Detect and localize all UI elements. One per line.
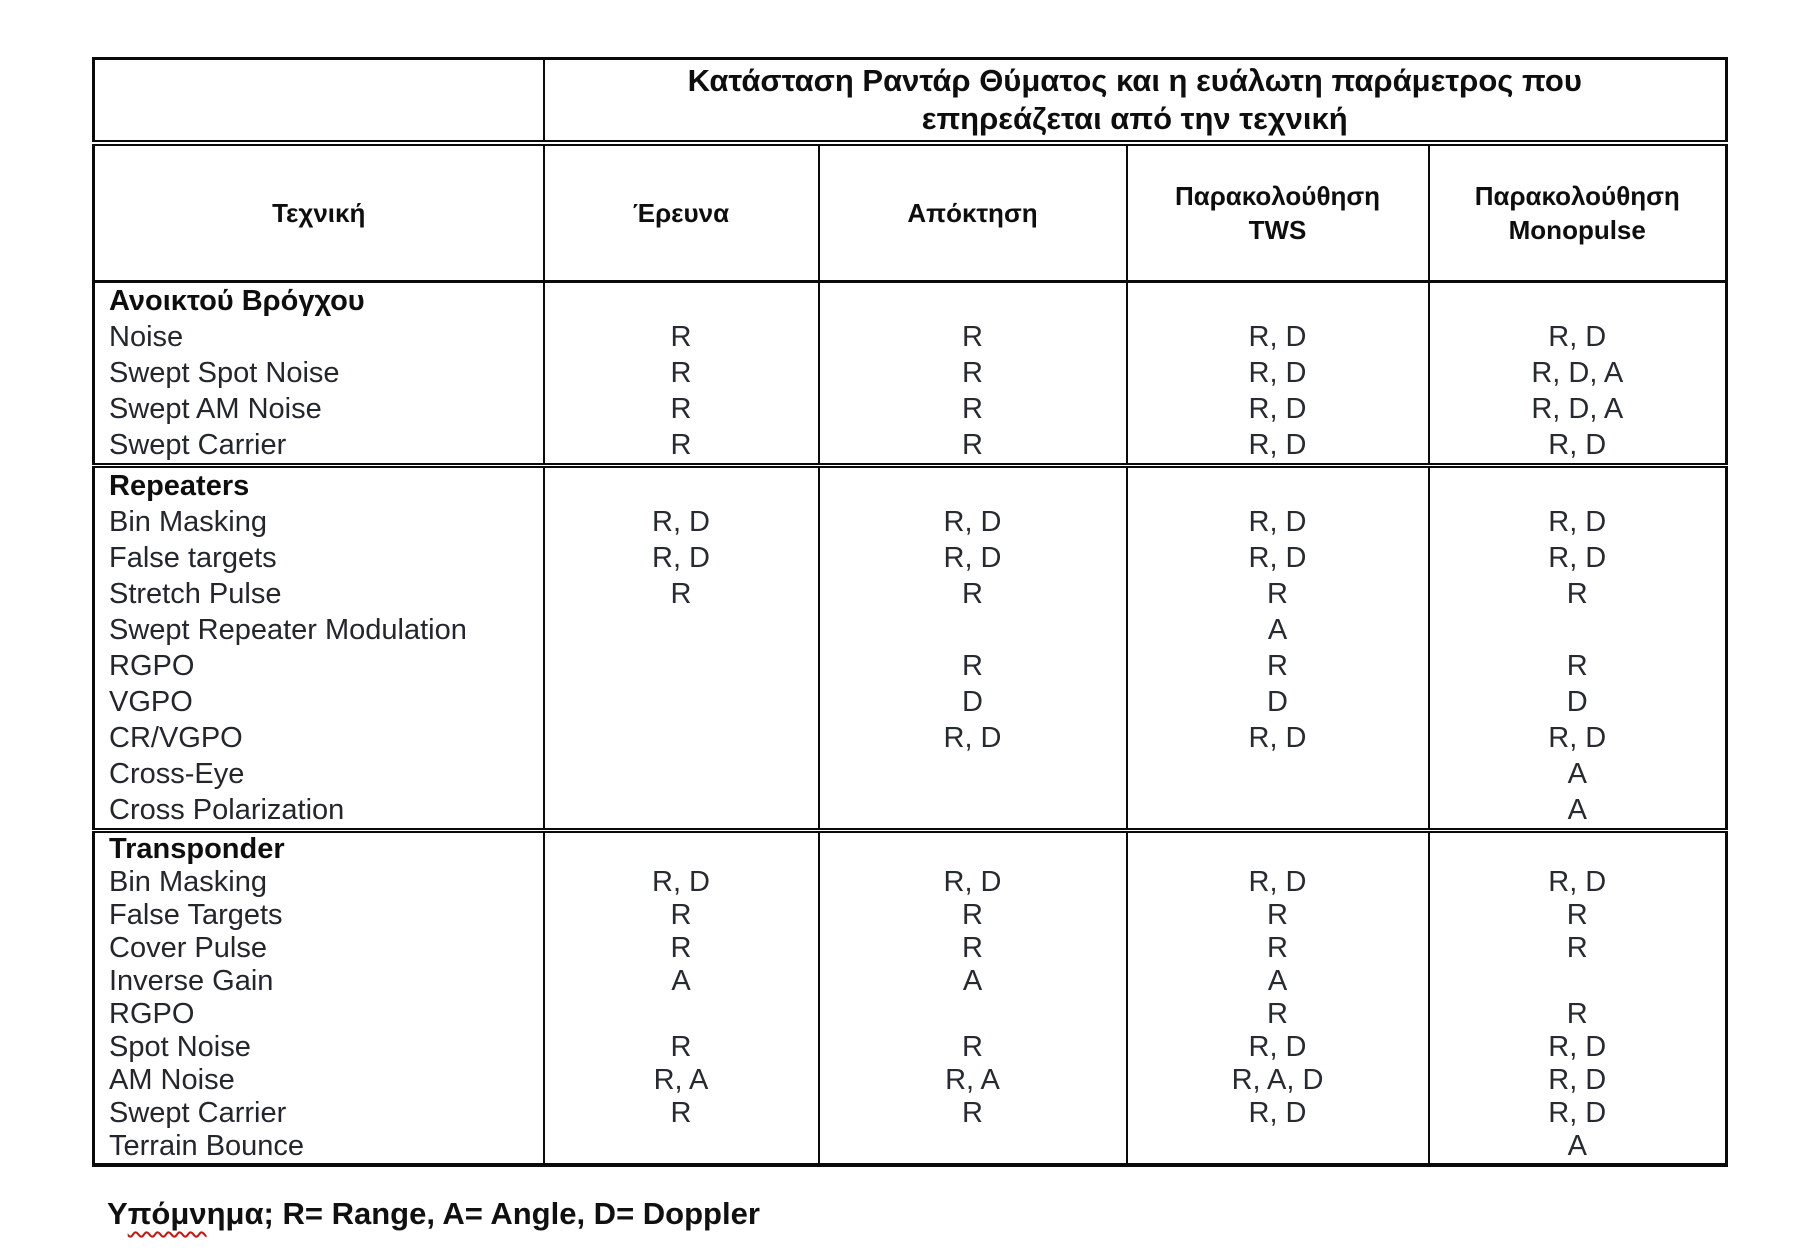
table-title-line2: επηρεάζεται από την τεχνική xyxy=(921,101,1348,136)
value-text: A xyxy=(1567,758,1587,790)
column-header-line: Τεχνική xyxy=(272,198,366,228)
value-text: R, D xyxy=(943,722,1002,754)
section-title-spacer xyxy=(545,833,818,866)
technique-column-cell xyxy=(94,466,544,831)
value-text: R, D xyxy=(1248,506,1307,538)
section-title-spacer xyxy=(1430,283,1726,319)
section-title-spacer xyxy=(545,283,818,319)
value-text: R, D xyxy=(1548,866,1607,898)
value-text xyxy=(545,720,818,756)
value-text: A xyxy=(1567,1130,1587,1162)
column-header-4 xyxy=(1429,143,1727,282)
value-text: R xyxy=(1267,998,1288,1030)
value-text: R, D xyxy=(1248,542,1307,574)
value-text: R, D xyxy=(1548,1031,1607,1063)
value-text: R xyxy=(670,899,692,931)
technique-label: Stretch Pulse xyxy=(109,578,282,610)
value-text xyxy=(820,612,1126,648)
value-column-cell-1 xyxy=(819,831,1127,1166)
value-column-cell-0 xyxy=(544,282,819,466)
value-text: R xyxy=(670,357,692,389)
value-text: R xyxy=(670,393,692,425)
value-text: R xyxy=(670,429,692,461)
value-column-cell-3 xyxy=(1429,831,1727,1166)
value-text: R, D xyxy=(1248,393,1307,425)
technique-label: Swept Repeater Modulation xyxy=(109,614,467,646)
value-text: R xyxy=(1267,932,1288,964)
value-text: A xyxy=(962,965,983,997)
value-column-cell-0 xyxy=(544,466,819,831)
value-text: R xyxy=(670,578,692,610)
table-title-row xyxy=(94,59,1727,144)
value-text: R, A, D xyxy=(1231,1064,1324,1096)
value-text xyxy=(820,998,1126,1031)
value-text: R, D xyxy=(1548,1097,1607,1129)
value-text xyxy=(820,1130,1126,1163)
value-text: D xyxy=(962,686,983,718)
value-text: R xyxy=(1267,899,1288,931)
value-text: R, D xyxy=(943,866,1002,898)
value-text xyxy=(1430,965,1726,998)
legend-word-start: Υ xyxy=(107,1196,128,1231)
technique-label: Swept Spot Noise xyxy=(109,357,340,389)
table-title-cell xyxy=(544,59,1727,144)
section-title-spacer xyxy=(820,283,1126,319)
technique-label: AM Noise xyxy=(109,1064,235,1096)
column-header-row xyxy=(94,143,1727,282)
legend-text: ημα; R= Range, A= Angle, D= Doppler xyxy=(206,1196,760,1231)
value-text xyxy=(545,792,818,828)
section-title-spacer xyxy=(820,468,1126,504)
value-text: R, A xyxy=(653,1064,709,1096)
value-text: R xyxy=(962,578,983,610)
value-text: R xyxy=(962,393,983,425)
table-title-line1: Κατάσταση Ραντάρ Θύματος και η ευάλωτη παράμετρος που xyxy=(687,63,1582,98)
value-text: D xyxy=(1566,686,1588,718)
value-column-cell-2 xyxy=(1127,831,1429,1166)
value-text xyxy=(545,1130,818,1163)
section-row-0 xyxy=(94,282,1727,466)
column-header-line: Έρευνα xyxy=(632,198,730,228)
value-column-cell-0 xyxy=(544,831,819,1166)
section-title: Transponder xyxy=(109,833,285,865)
value-text: R, D, A xyxy=(1531,357,1624,389)
value-text xyxy=(545,684,818,720)
section-title: Repeaters xyxy=(109,470,250,502)
value-text: R, D xyxy=(1548,506,1607,538)
value-text: R xyxy=(962,1097,983,1129)
value-column-cell-3 xyxy=(1429,466,1727,831)
technique-label: Swept Carrier xyxy=(109,429,287,461)
section-title-spacer xyxy=(1430,468,1726,504)
section-title-spacer xyxy=(1128,283,1428,319)
value-text xyxy=(545,612,818,648)
value-text: R xyxy=(1566,899,1588,931)
value-text: R xyxy=(1566,998,1588,1030)
value-text: R xyxy=(962,650,983,682)
value-text: A xyxy=(1267,614,1288,646)
column-header-line: Απόκτηση xyxy=(907,198,1038,228)
column-header-0 xyxy=(94,143,544,282)
value-text xyxy=(820,756,1126,792)
technique-label: VGPO xyxy=(109,686,193,718)
ecm-techniques-table xyxy=(92,57,1728,1167)
section-title-spacer xyxy=(545,468,818,504)
value-text: R, D xyxy=(1548,722,1607,754)
value-text xyxy=(820,792,1126,828)
value-text: R, D xyxy=(1548,1064,1607,1096)
technique-label: Cross Polarization xyxy=(109,794,345,826)
technique-label: Cover Pulse xyxy=(109,932,267,964)
technique-label: False Targets xyxy=(109,899,283,931)
value-text: R, D xyxy=(1248,357,1307,389)
value-text: R xyxy=(962,321,983,353)
section-title-spacer xyxy=(1128,468,1428,504)
value-text: R, D xyxy=(1248,1031,1307,1063)
value-text: A xyxy=(1567,794,1587,826)
column-header-2 xyxy=(819,143,1127,282)
technique-label: Inverse Gain xyxy=(109,965,274,997)
value-text xyxy=(545,998,818,1031)
section-title: Ανοικτού Βρόγχου xyxy=(109,285,365,317)
value-text: R, D, A xyxy=(1531,393,1624,425)
value-text: R, D xyxy=(1248,321,1307,353)
value-text: R, D xyxy=(1248,1097,1307,1129)
value-column-cell-3 xyxy=(1429,282,1727,466)
value-column-cell-1 xyxy=(819,466,1127,831)
technique-label: Noise xyxy=(109,321,184,353)
technique-label: Spot Noise xyxy=(109,1031,251,1063)
value-text: A xyxy=(671,965,691,997)
value-text: R, D xyxy=(1548,542,1607,574)
legend-spellcheck-squiggle: πόμν xyxy=(127,1196,207,1231)
legend xyxy=(107,1196,760,1232)
section-title-spacer xyxy=(820,833,1126,866)
technique-label: RGPO xyxy=(109,998,195,1030)
value-text: R xyxy=(962,429,983,461)
value-text: R, D xyxy=(652,506,710,538)
column-header-line: Παρακολούθηση xyxy=(1174,181,1381,211)
value-text: R, A xyxy=(945,1064,1000,1096)
value-text xyxy=(1128,792,1428,828)
value-text: R xyxy=(962,932,983,964)
value-text: A xyxy=(1267,965,1288,997)
value-text xyxy=(545,756,818,792)
technique-label: Swept AM Noise xyxy=(109,393,322,425)
section-row-1 xyxy=(94,466,1727,831)
technique-label: False targets xyxy=(109,542,277,574)
technique-label: CR/VGPO xyxy=(109,722,243,754)
value-text: R xyxy=(1566,932,1588,964)
section-title-spacer xyxy=(1430,833,1726,866)
column-header-3 xyxy=(1127,143,1429,282)
technique-label: Bin Masking xyxy=(109,866,267,898)
value-text xyxy=(545,648,818,684)
value-text xyxy=(1430,612,1726,648)
technique-label: Bin Masking xyxy=(109,506,267,538)
column-header-line: TWS xyxy=(1248,215,1307,245)
value-text: R, D xyxy=(652,542,710,574)
technique-label: Cross-Eye xyxy=(109,758,245,790)
value-text xyxy=(1128,1130,1428,1163)
value-text: R xyxy=(962,1031,983,1063)
value-text: R xyxy=(962,357,983,389)
column-header-line: Παρακολούθηση xyxy=(1474,181,1680,211)
value-text: R, D xyxy=(1248,866,1307,898)
value-text: R, D xyxy=(652,866,710,898)
value-text: R, D xyxy=(1248,722,1307,754)
section-row-2 xyxy=(94,831,1727,1166)
corner-empty-cell xyxy=(94,59,544,144)
value-text: R xyxy=(670,1097,692,1129)
value-text: R xyxy=(670,321,692,353)
value-text: R xyxy=(670,932,692,964)
value-column-cell-2 xyxy=(1127,466,1429,831)
technique-column-cell xyxy=(94,282,544,466)
technique-label: Swept Carrier xyxy=(109,1097,287,1129)
value-text: R, D xyxy=(1548,429,1607,461)
value-text: R, D xyxy=(943,506,1002,538)
technique-label: RGPO xyxy=(109,650,195,682)
value-text: R, D xyxy=(1248,429,1307,461)
value-text: D xyxy=(1267,686,1288,718)
value-text: R xyxy=(1267,650,1288,682)
technique-label: Terrain Bounce xyxy=(109,1130,305,1162)
value-text: R xyxy=(1267,578,1288,610)
value-text: R xyxy=(962,899,983,931)
value-text xyxy=(1128,756,1428,792)
section-title-spacer xyxy=(1128,833,1428,866)
value-text: R, D xyxy=(943,542,1002,574)
technique-column-cell xyxy=(94,831,544,1166)
value-column-cell-2 xyxy=(1127,282,1429,466)
value-text: R, D xyxy=(1548,321,1607,353)
column-header-line: Monopulse xyxy=(1508,215,1646,245)
column-header-1 xyxy=(544,143,819,282)
value-text: R xyxy=(670,1031,692,1063)
value-text: R xyxy=(1566,650,1588,682)
value-column-cell-1 xyxy=(819,282,1127,466)
value-text: R xyxy=(1566,578,1588,610)
